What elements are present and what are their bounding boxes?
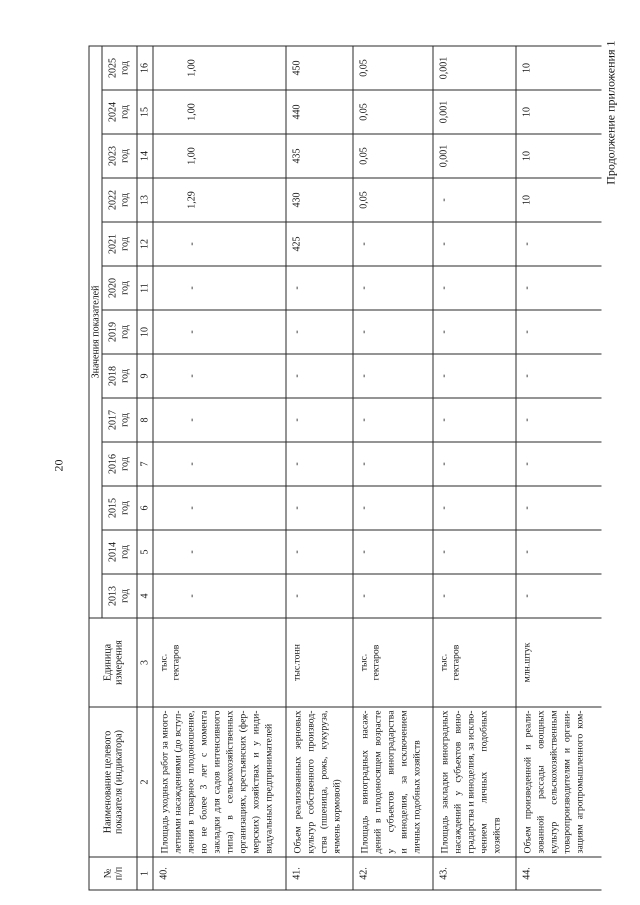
- continuation-caption: Продолжение приложения 1: [603, 40, 617, 185]
- year-header: [102, 574, 137, 618]
- year-header: [102, 310, 137, 354]
- value-cell: -: [353, 222, 433, 266]
- value-cell: -: [516, 310, 601, 354]
- name-line: градарства и виноделия, за исклю-: [465, 710, 476, 853]
- table-row: [153, 45, 286, 889]
- year-header: [102, 354, 137, 398]
- column-number: 4: [137, 574, 153, 618]
- column-number: 7: [137, 442, 153, 486]
- name-line: культур собственного производ-: [305, 710, 316, 853]
- column-number: 13: [137, 178, 153, 222]
- row-number: 40.: [153, 857, 286, 890]
- column-number: 2: [137, 707, 153, 857]
- column-number: 14: [137, 134, 153, 178]
- value-cell: -: [153, 574, 286, 618]
- year-unit-label: год: [119, 192, 130, 207]
- value-cell: -: [153, 310, 286, 354]
- value-cell: 1,29: [153, 178, 286, 222]
- indicators-table: [88, 45, 601, 890]
- value-cell: -: [433, 442, 516, 486]
- name-line: мерских) хозяйствах и у инди-: [250, 710, 261, 853]
- value-cell: -: [153, 486, 286, 530]
- unit-cell: [286, 618, 353, 707]
- value-cell: 430: [286, 178, 353, 222]
- column-number: 9: [137, 354, 153, 398]
- year-unit-label: год: [119, 148, 130, 163]
- header-number-line: №: [101, 868, 113, 878]
- year-unit-label: год: [119, 280, 130, 295]
- header-row: [89, 45, 102, 889]
- value-cell: 0,001: [433, 90, 516, 134]
- value-cell: -: [516, 222, 601, 266]
- name-line: зациям агропромышленного ком-: [574, 710, 585, 853]
- value-cell: -: [153, 398, 286, 442]
- unit-line: гектаров: [370, 644, 381, 680]
- value-cell: -: [286, 398, 353, 442]
- value-cell: -: [353, 442, 433, 486]
- value-cell: 440: [286, 90, 353, 134]
- name-line: Площадь виноградных насаж-: [359, 710, 370, 853]
- year-header: [102, 486, 137, 530]
- year-label: 2021: [107, 233, 118, 254]
- name-line: но не более 3 лет с момента: [198, 710, 209, 853]
- year-unit-label: год: [119, 544, 130, 559]
- column-number: 15: [137, 90, 153, 134]
- year-header: [102, 45, 137, 89]
- year-unit-label: год: [119, 368, 130, 383]
- column-number: 12: [137, 222, 153, 266]
- column-number: 6: [137, 486, 153, 530]
- table-row: [286, 45, 353, 889]
- value-cell: -: [433, 398, 516, 442]
- year-header: [102, 442, 137, 486]
- name-line: дений в плодоносящем возрасте: [372, 710, 383, 853]
- unit-cell: [153, 618, 286, 707]
- value-cell: 425: [286, 222, 353, 266]
- value-cell: -: [433, 310, 516, 354]
- year-label: 2023: [107, 145, 118, 166]
- value-cell: 0,001: [433, 45, 516, 89]
- header-name-line: показателя (индикатора): [112, 729, 124, 834]
- header-unit-line: Единица: [101, 643, 113, 681]
- value-cell: -: [516, 398, 601, 442]
- value-cell: -: [353, 310, 433, 354]
- unit-cell: [353, 618, 433, 707]
- value-cell: -: [433, 222, 516, 266]
- value-cell: -: [433, 354, 516, 398]
- year-unit-label: год: [119, 324, 130, 339]
- column-number: 16: [137, 45, 153, 89]
- name-line: культур сельскохозяйственным: [548, 710, 559, 853]
- unit-line: гектаров: [450, 644, 461, 680]
- year-label: 2013: [107, 585, 118, 606]
- name-line: личных подобных хозяйств: [411, 739, 422, 853]
- value-cell: -: [353, 266, 433, 310]
- year-label: 2022: [107, 189, 118, 210]
- name-line: зованной рассады овощных: [535, 710, 546, 853]
- unit-line: гектаров: [170, 644, 181, 680]
- year-header: [102, 398, 137, 442]
- indicator-name: [516, 707, 601, 857]
- value-cell: -: [433, 266, 516, 310]
- table-row: [516, 45, 601, 889]
- year-header: [102, 222, 137, 266]
- year-unit-label: год: [119, 500, 130, 515]
- value-cell: -: [516, 354, 601, 398]
- year-unit-label: год: [119, 588, 130, 603]
- value-cell: 10: [516, 90, 601, 134]
- year-label: 2025: [107, 57, 118, 78]
- value-cell: 435: [286, 134, 353, 178]
- row-number: 43.: [433, 857, 516, 890]
- value-cell: 10: [516, 45, 601, 89]
- header-indicator-name: [89, 707, 137, 857]
- name-line: товаропроизводителям и органи-: [561, 710, 572, 853]
- value-cell: -: [153, 530, 286, 574]
- value-cell: 0,05: [353, 178, 433, 222]
- name-line: у субъектов виноградарства: [385, 710, 396, 853]
- value-cell: -: [286, 354, 353, 398]
- name-line: летними насаждениями (до вступ-: [172, 710, 183, 853]
- value-cell: -: [433, 530, 516, 574]
- value-cell: -: [353, 530, 433, 574]
- year-label: 2014: [107, 541, 118, 562]
- name-line: Площадь закладки виноградных: [439, 710, 450, 853]
- unit-line: тыс.: [158, 653, 169, 671]
- unit-cell: [433, 618, 516, 707]
- name-line: ства (пшеница, рожь, кукуруза,: [318, 710, 329, 853]
- value-cell: -: [286, 574, 353, 618]
- year-unit-label: год: [119, 104, 130, 119]
- year-label: 2024: [107, 101, 118, 122]
- year-unit-label: год: [119, 412, 130, 427]
- value-cell: -: [516, 442, 601, 486]
- year-header: [102, 178, 137, 222]
- value-cell: -: [433, 486, 516, 530]
- row-number: 44.: [516, 857, 601, 890]
- year-unit-label: год: [119, 236, 130, 251]
- year-label: 2020: [107, 277, 118, 298]
- name-line: Площадь уходных работ за много-: [159, 710, 170, 853]
- name-line: хозяйств: [491, 817, 502, 853]
- name-line: видуальных предпринимателей: [263, 723, 274, 853]
- year-label: 2019: [107, 321, 118, 342]
- value-cell: -: [433, 574, 516, 618]
- value-cell: -: [286, 266, 353, 310]
- unit-line: тыс.тонн: [291, 643, 302, 681]
- value-cell: -: [153, 442, 286, 486]
- name-line: чением личных подобных: [478, 710, 489, 853]
- row-number: 42.: [353, 857, 433, 890]
- unit-line: тыс.: [358, 653, 369, 671]
- table-row: [353, 45, 433, 889]
- value-cell: 0,001: [433, 134, 516, 178]
- name-line: организациях, крестьянских (фер-: [237, 710, 248, 853]
- value-cell: 0,05: [353, 45, 433, 89]
- header-name-line: Наименование целевого: [101, 730, 113, 833]
- indicator-name: [353, 707, 433, 857]
- row-number: 41.: [286, 857, 353, 890]
- indicator-name: [433, 707, 516, 857]
- year-label: 2016: [107, 453, 118, 474]
- value-cell: -: [516, 266, 601, 310]
- value-cell: -: [353, 398, 433, 442]
- indicator-name: [286, 707, 353, 857]
- value-cell: 0,05: [353, 90, 433, 134]
- year-unit-label: год: [119, 456, 130, 471]
- name-line: типа) в сельскохозяйственных: [224, 710, 235, 853]
- name-line: и виноделия, за исключением: [398, 710, 409, 853]
- column-number: 1: [137, 857, 153, 890]
- value-cell: -: [286, 442, 353, 486]
- year-unit-label: год: [119, 60, 130, 75]
- column-number: 10: [137, 310, 153, 354]
- value-cell: 1,00: [153, 90, 286, 134]
- value-cell: -: [353, 486, 433, 530]
- value-cell: -: [516, 530, 601, 574]
- value-cell: -: [286, 486, 353, 530]
- header-number: [89, 857, 137, 890]
- column-number: 11: [137, 266, 153, 310]
- value-cell: -: [433, 178, 516, 222]
- value-cell: 0,05: [353, 134, 433, 178]
- value-cell: -: [286, 310, 353, 354]
- value-cell: 450: [286, 45, 353, 89]
- header-values: Значения показателей: [89, 45, 102, 617]
- value-cell: -: [153, 222, 286, 266]
- value-cell: -: [153, 354, 286, 398]
- year-label: 2017: [107, 409, 118, 430]
- header-unit: [89, 618, 137, 707]
- header-number-line: п/п: [112, 866, 124, 880]
- value-cell: -: [153, 266, 286, 310]
- value-cell: 1,00: [153, 45, 286, 89]
- value-cell: -: [516, 574, 601, 618]
- column-number: 8: [137, 398, 153, 442]
- value-cell: 10: [516, 134, 601, 178]
- unit-cell: [516, 618, 601, 707]
- value-cell: -: [286, 530, 353, 574]
- value-cell: -: [516, 486, 601, 530]
- name-line: закладки для садов интенсивного: [211, 710, 222, 853]
- year-header: [102, 266, 137, 310]
- unit-line: тыс.: [438, 653, 449, 671]
- column-numbers-row: [137, 45, 153, 889]
- unit-line: млн.штук: [521, 642, 532, 682]
- name-line: Объем произведенной и реали-: [522, 710, 533, 853]
- value-cell: 10: [516, 178, 601, 222]
- value-cell: -: [353, 354, 433, 398]
- name-line: ления в товарное плодоношение,: [185, 710, 196, 853]
- page-number: 20: [51, 459, 65, 471]
- column-number: 5: [137, 530, 153, 574]
- table-row: [433, 45, 516, 889]
- header-unit-line: измерения: [112, 639, 124, 685]
- year-label: 2018: [107, 365, 118, 386]
- indicator-name: [153, 707, 286, 857]
- name-line: ячмень кормовой): [331, 778, 342, 853]
- name-line: насаждений у субъектов вино-: [452, 710, 463, 853]
- name-line: Объем реализованных зерновых: [292, 710, 303, 853]
- year-header: [102, 530, 137, 574]
- year-header: [102, 90, 137, 134]
- year-header: [102, 134, 137, 178]
- value-cell: 1,00: [153, 134, 286, 178]
- value-cell: -: [353, 574, 433, 618]
- year-label: 2015: [107, 497, 118, 518]
- column-number: 3: [137, 618, 153, 707]
